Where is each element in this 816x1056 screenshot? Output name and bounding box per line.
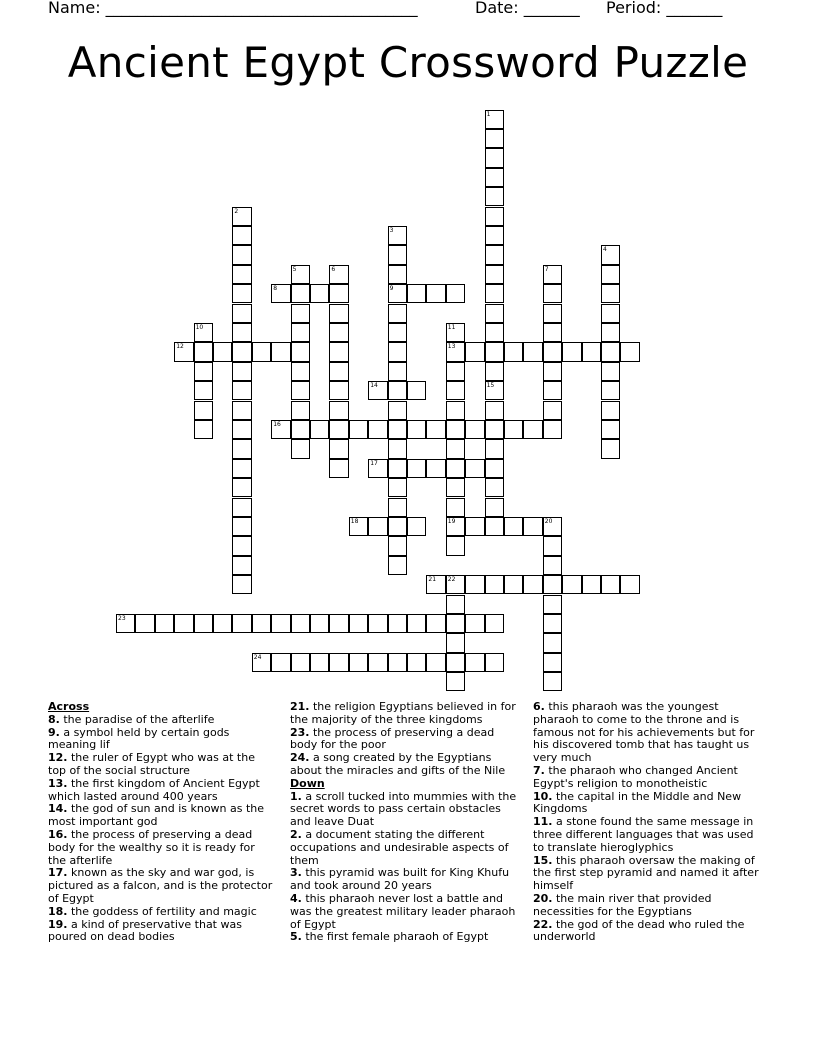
grid-cell[interactable] — [388, 439, 407, 458]
across-clue: 19. a kind of preservative that was poured on dead bodies — [48, 917, 242, 944]
across-clue: 18. the goddess of fertility and magic — [48, 904, 257, 918]
grid-cell[interactable] — [485, 381, 504, 400]
grid-cell[interactable] — [232, 362, 251, 381]
grid-cell[interactable] — [485, 323, 504, 342]
grid-cell[interactable] — [543, 284, 562, 303]
grid-cell[interactable] — [543, 342, 562, 361]
grid-cell[interactable] — [329, 381, 348, 400]
grid-cell[interactable] — [504, 420, 523, 439]
grid-cell[interactable] — [485, 498, 504, 517]
grid-cell[interactable] — [543, 265, 562, 284]
grid-cell[interactable] — [388, 323, 407, 342]
grid-cell[interactable] — [232, 478, 251, 497]
grid-cell[interactable] — [388, 536, 407, 555]
grid-cell[interactable] — [271, 614, 290, 633]
grid-cell[interactable] — [388, 420, 407, 439]
grid-cell[interactable] — [232, 284, 251, 303]
grid-cell[interactable] — [291, 401, 310, 420]
grid-cell[interactable] — [504, 575, 523, 594]
grid-cell[interactable] — [368, 517, 387, 536]
grid-cell[interactable] — [329, 439, 348, 458]
grid-cell[interactable] — [329, 304, 348, 323]
grid-cell[interactable] — [446, 323, 465, 342]
grid-cell[interactable] — [601, 304, 620, 323]
across-clue: 24. a song created by the Egyptians about the miracles and gifts of the Nile — [290, 751, 506, 777]
grid-cell[interactable] — [446, 536, 465, 555]
grid-cell[interactable] — [426, 614, 445, 633]
grid-cell[interactable] — [465, 614, 484, 633]
grid-cell[interactable] — [446, 439, 465, 458]
grid-cell[interactable] — [601, 420, 620, 439]
clue-number: 13 — [447, 343, 456, 351]
grid-cell[interactable] — [485, 342, 504, 361]
down-clue: 2. a document stating the different occupations and undesirable aspects of them — [290, 827, 509, 867]
grid-cell[interactable] — [388, 498, 407, 517]
grid-cell[interactable] — [485, 362, 504, 381]
grid-cell[interactable] — [601, 323, 620, 342]
grid-cell[interactable] — [446, 653, 465, 672]
across-clue: 23. the process of preserving a dead body for the poor — [290, 725, 495, 752]
grid-cell[interactable] — [485, 129, 504, 148]
grid-cell[interactable] — [523, 575, 542, 594]
clues-column-2 — [290, 701, 524, 944]
grid-cell[interactable] — [543, 401, 562, 420]
grid-cell[interactable] — [504, 342, 523, 361]
clue-number: 3 — [389, 226, 394, 234]
grid-cell[interactable] — [485, 265, 504, 284]
grid-cell[interactable] — [368, 653, 387, 672]
grid-cell[interactable] — [543, 595, 562, 614]
grid-cell[interactable] — [426, 284, 445, 303]
grid-cell[interactable] — [601, 245, 620, 264]
grid-cell[interactable] — [446, 420, 465, 439]
grid-cell[interactable] — [543, 362, 562, 381]
grid-cell[interactable] — [388, 653, 407, 672]
grid-cell[interactable] — [523, 342, 542, 361]
grid-cell[interactable] — [329, 342, 348, 361]
grid-cell[interactable] — [543, 517, 562, 536]
grid-cell[interactable] — [407, 459, 426, 478]
grid-cell[interactable] — [232, 304, 251, 323]
grid-cell[interactable] — [601, 381, 620, 400]
grid-cell[interactable] — [291, 284, 310, 303]
grid-cell[interactable] — [329, 614, 348, 633]
grid-cell[interactable] — [446, 614, 465, 633]
grid-cell[interactable] — [543, 536, 562, 555]
grid-cell[interactable] — [194, 614, 213, 633]
grid-cell[interactable] — [252, 614, 271, 633]
grid-cell[interactable] — [252, 653, 271, 672]
grid-cell[interactable] — [543, 381, 562, 400]
grid-cell[interactable] — [485, 226, 504, 245]
clue-number: 5 — [292, 265, 297, 273]
clue-number: 20 — [544, 517, 553, 525]
grid-cell[interactable] — [426, 420, 445, 439]
grid-cell[interactable] — [601, 575, 620, 594]
clue-number: 14 — [370, 382, 378, 390]
grid-cell[interactable] — [388, 342, 407, 361]
grid-cell[interactable] — [388, 284, 407, 303]
grid-cell[interactable] — [543, 323, 562, 342]
grid-cell[interactable] — [485, 517, 504, 536]
grid-cell[interactable] — [388, 517, 407, 536]
down-clue: 20. the main river that provided necessities for the Egyptians — [533, 891, 712, 918]
grid-cell[interactable] — [601, 362, 620, 381]
grid-cell[interactable] — [388, 556, 407, 575]
grid-cell[interactable] — [194, 381, 213, 400]
grid-cell[interactable] — [349, 614, 368, 633]
grid-cell[interactable] — [465, 517, 484, 536]
down-clue: 6. this pharaoh was the youngest pharaoh to come to the throne and is famous not for his achievements but for his discovered tomb that has taught us very much — [533, 700, 755, 765]
across-clue: 21. the religion Egyptians believed in for the majority of the three kingdoms — [290, 700, 516, 726]
grid-cell[interactable] — [291, 381, 310, 400]
down-clue: 3. this pyramid was built for King Khufu and took around 20 years — [290, 866, 510, 893]
across-clue: 17. known as the sky and war god, is pictured as a falcon, and is the protector of Egypt — [48, 866, 273, 905]
grid-cell[interactable] — [446, 284, 465, 303]
grid-cell[interactable] — [329, 323, 348, 342]
grid-cell[interactable] — [368, 381, 387, 400]
grid-cell[interactable] — [485, 148, 504, 167]
page-title: Ancient Egypt Crossword Puzzle — [67, 38, 749, 87]
grid-cell[interactable] — [291, 614, 310, 633]
grid-cell[interactable] — [485, 304, 504, 323]
clue-number: 21 — [428, 576, 437, 584]
grid-cell[interactable] — [232, 381, 251, 400]
grid-cell[interactable] — [543, 575, 562, 594]
grid-cell[interactable] — [194, 401, 213, 420]
grid-cell[interactable] — [291, 362, 310, 381]
grid-cell[interactable] — [601, 342, 620, 361]
down-clue: 11. a stone found the same message in three different languages that was used to translate hieroglyphics — [533, 815, 754, 854]
clue-number: 10 — [195, 323, 204, 331]
grid-cell[interactable] — [620, 342, 639, 361]
grid-cell[interactable] — [485, 401, 504, 420]
grid-cell[interactable] — [485, 110, 504, 129]
down-clue: 10. the capital in the Middle and New Kingdoms — [533, 789, 742, 816]
grid-cell[interactable] — [349, 420, 368, 439]
clues-column-1 — [48, 701, 273, 944]
grid-cell[interactable] — [465, 575, 484, 594]
grid-cell[interactable] — [601, 265, 620, 284]
grid-cell[interactable] — [485, 245, 504, 264]
grid-cell[interactable] — [543, 672, 562, 691]
down-heading: Down — [290, 776, 325, 790]
grid-cell[interactable] — [446, 459, 465, 478]
grid-cell[interactable] — [388, 459, 407, 478]
grid-cell[interactable] — [116, 614, 135, 633]
grid-cell[interactable] — [446, 478, 465, 497]
grid-cell[interactable] — [446, 362, 465, 381]
grid-cell[interactable] — [407, 653, 426, 672]
grid-cell[interactable] — [388, 304, 407, 323]
grid-cell[interactable] — [562, 575, 581, 594]
across-clue: 13. the first kingdom of Ancient Egypt which lasted around 400 years — [48, 776, 260, 803]
grid-cell[interactable] — [543, 556, 562, 575]
grid-cell[interactable] — [601, 401, 620, 420]
grid-cell[interactable] — [426, 575, 445, 594]
grid-cell[interactable] — [291, 323, 310, 342]
grid-cell[interactable] — [485, 284, 504, 303]
grid-cell[interactable] — [446, 498, 465, 517]
grid-cell[interactable] — [155, 614, 174, 633]
grid-cell[interactable] — [485, 168, 504, 187]
grid-cell[interactable] — [213, 342, 232, 361]
grid-cell[interactable] — [446, 517, 465, 536]
across-clue: 8. the paradise of the afterlife — [48, 712, 215, 726]
grid-cell[interactable] — [485, 459, 504, 478]
grid-cell[interactable] — [271, 420, 290, 439]
grid-cell[interactable] — [504, 517, 523, 536]
grid-cell[interactable] — [446, 401, 465, 420]
grid-cell[interactable] — [582, 575, 601, 594]
grid-cell[interactable] — [194, 323, 213, 342]
grid-cell[interactable] — [232, 459, 251, 478]
grid-cell[interactable] — [446, 633, 465, 652]
grid-cell[interactable] — [523, 517, 542, 536]
grid-cell[interactable] — [310, 420, 329, 439]
grid-cell[interactable] — [388, 226, 407, 245]
grid-cell[interactable] — [291, 342, 310, 361]
grid-cell[interactable] — [446, 575, 465, 594]
grid-cell[interactable] — [368, 459, 387, 478]
grid-cell[interactable] — [291, 265, 310, 284]
grid-cell[interactable] — [465, 420, 484, 439]
grid-cell[interactable] — [271, 653, 290, 672]
grid-cell[interactable] — [329, 401, 348, 420]
grid-cell[interactable] — [232, 536, 251, 555]
across-heading: Across — [48, 700, 90, 713]
name-field-label[interactable]: Name: _______________________________________ — [48, 0, 418, 17]
across-clue: 14. the god of sun and is known as the most important god — [48, 802, 265, 829]
grid-cell[interactable] — [232, 575, 251, 594]
grid-cell[interactable] — [232, 207, 251, 226]
grid-cell[interactable] — [446, 595, 465, 614]
grid-cell[interactable] — [252, 342, 271, 361]
grid-cell[interactable] — [232, 517, 251, 536]
clue-number: 11 — [447, 323, 456, 331]
clue-number: 24 — [253, 653, 262, 661]
grid-cell[interactable] — [368, 420, 387, 439]
grid-cell[interactable] — [232, 498, 251, 517]
clue-number: 8 — [273, 285, 278, 293]
clue-number: 22 — [447, 576, 456, 584]
grid-cell[interactable] — [232, 420, 251, 439]
grid-cell[interactable] — [485, 420, 504, 439]
down-clue: 15. this pharaoh oversaw the making of the first step pyramid and named it after himself — [533, 853, 759, 893]
grid-cell[interactable] — [368, 614, 387, 633]
grid-cell[interactable] — [194, 362, 213, 381]
grid-cell[interactable] — [485, 614, 504, 633]
grid-cell[interactable] — [485, 575, 504, 594]
grid-cell[interactable] — [232, 556, 251, 575]
grid-cell[interactable] — [465, 459, 484, 478]
grid-cell[interactable] — [329, 420, 348, 439]
grid-cell[interactable] — [543, 653, 562, 672]
grid-cell[interactable] — [349, 653, 368, 672]
grid-cell[interactable] — [388, 614, 407, 633]
grid-cell[interactable] — [426, 653, 445, 672]
across-clue: 16. the process of preserving a dead body for the wealthy so it is ready for the afterlife — [48, 827, 255, 867]
clue-number: 15 — [486, 382, 495, 390]
grid-cell[interactable] — [135, 614, 154, 633]
down-clue: 1. a scroll tucked into mummies with the secret words to pass certain obstacles and leave Duat — [290, 789, 517, 829]
clue-number: 19 — [447, 517, 456, 525]
clue-number: 23 — [118, 614, 126, 622]
grid-cell[interactable] — [194, 342, 213, 361]
grid-cell[interactable] — [232, 226, 251, 245]
grid-cell[interactable] — [310, 284, 329, 303]
clue-number: 9 — [389, 285, 394, 293]
grid-cell[interactable] — [232, 323, 251, 342]
grid-cell[interactable] — [388, 265, 407, 284]
grid-cell[interactable] — [543, 633, 562, 652]
grid-cell[interactable] — [271, 342, 290, 361]
grid-cell[interactable] — [407, 381, 426, 400]
grid-cell[interactable] — [329, 284, 348, 303]
grid-cell[interactable] — [388, 362, 407, 381]
grid-cell[interactable] — [291, 653, 310, 672]
grid-cell[interactable] — [407, 517, 426, 536]
grid-cell[interactable] — [232, 342, 251, 361]
clues-column-3 — [533, 701, 765, 944]
date-field-label[interactable]: Date: _______ — [475, 0, 580, 17]
down-clue: 7. the pharaoh who changed Ancient Egypt's religion to monotheistic — [533, 763, 738, 790]
grid-cell[interactable] — [407, 420, 426, 439]
clue-number: 4 — [603, 246, 607, 254]
across-clue: 9. a symbol held by certain gods meaning lif — [48, 725, 230, 752]
grid-cell[interactable] — [582, 342, 601, 361]
grid-cell[interactable] — [329, 362, 348, 381]
grid-cell[interactable] — [291, 304, 310, 323]
grid-cell[interactable] — [388, 401, 407, 420]
grid-cell[interactable] — [232, 265, 251, 284]
grid-cell[interactable] — [291, 420, 310, 439]
grid-cell[interactable] — [232, 245, 251, 264]
clue-number: 17 — [370, 459, 378, 467]
grid-cell[interactable] — [446, 342, 465, 361]
grid-cell[interactable] — [329, 265, 348, 284]
clue-number: 1 — [486, 110, 491, 118]
grid-cell[interactable] — [426, 459, 445, 478]
grid-cell[interactable] — [232, 439, 251, 458]
grid-cell[interactable] — [388, 478, 407, 497]
grid-cell[interactable] — [349, 517, 368, 536]
grid-cell[interactable] — [465, 342, 484, 361]
grid-cell[interactable] — [388, 381, 407, 400]
grid-cell[interactable] — [407, 614, 426, 633]
grid-cell[interactable] — [562, 342, 581, 361]
grid-cell[interactable] — [485, 653, 504, 672]
down-clue: 4. this pharaoh never lost a battle and was the greatest military leader pharaoh of Egypt — [290, 891, 516, 931]
period-field-label[interactable]: Period: _______ — [606, 0, 723, 17]
clue-number: 16 — [273, 420, 281, 428]
clue-number: 18 — [350, 517, 359, 525]
grid-cell[interactable] — [271, 284, 290, 303]
clue-number: 12 — [176, 343, 184, 351]
grid-cell[interactable] — [543, 304, 562, 323]
grid-cell[interactable] — [232, 401, 251, 420]
across-clue: 12. the ruler of Egypt who was at the top of the social structure — [48, 751, 255, 777]
grid-cell[interactable] — [485, 187, 504, 206]
grid-cell[interactable] — [523, 420, 542, 439]
grid-cell[interactable] — [213, 614, 232, 633]
grid-cell[interactable] — [194, 420, 213, 439]
down-clue: 22. the god of the dead who ruled the underworld — [533, 917, 745, 944]
grid-cell[interactable] — [174, 614, 193, 633]
grid-cell[interactable] — [174, 342, 193, 361]
grid-cell[interactable] — [407, 284, 426, 303]
grid-cell[interactable] — [543, 614, 562, 633]
grid-cell[interactable] — [485, 207, 504, 226]
clue-number: 7 — [544, 265, 549, 273]
grid-cell[interactable] — [310, 614, 329, 633]
grid-cell[interactable] — [485, 439, 504, 458]
grid-cell[interactable] — [329, 459, 348, 478]
grid-cell[interactable] — [543, 420, 562, 439]
grid-cell[interactable] — [485, 478, 504, 497]
grid-cell[interactable] — [601, 439, 620, 458]
clue-number: 2 — [234, 207, 239, 215]
down-clue: 5. the first female pharaoh of Egypt — [290, 930, 489, 944]
grid-cell[interactable] — [310, 653, 329, 672]
grid-cell[interactable] — [446, 672, 465, 691]
grid-cell[interactable] — [620, 575, 639, 594]
grid-cell[interactable] — [601, 284, 620, 303]
grid-cell[interactable] — [329, 653, 348, 672]
grid-cell[interactable] — [465, 653, 484, 672]
grid-cell[interactable] — [446, 381, 465, 400]
grid-cell[interactable] — [232, 614, 251, 633]
clue-number: 6 — [331, 265, 336, 273]
grid-cell[interactable] — [291, 439, 310, 458]
grid-cell[interactable] — [388, 245, 407, 264]
